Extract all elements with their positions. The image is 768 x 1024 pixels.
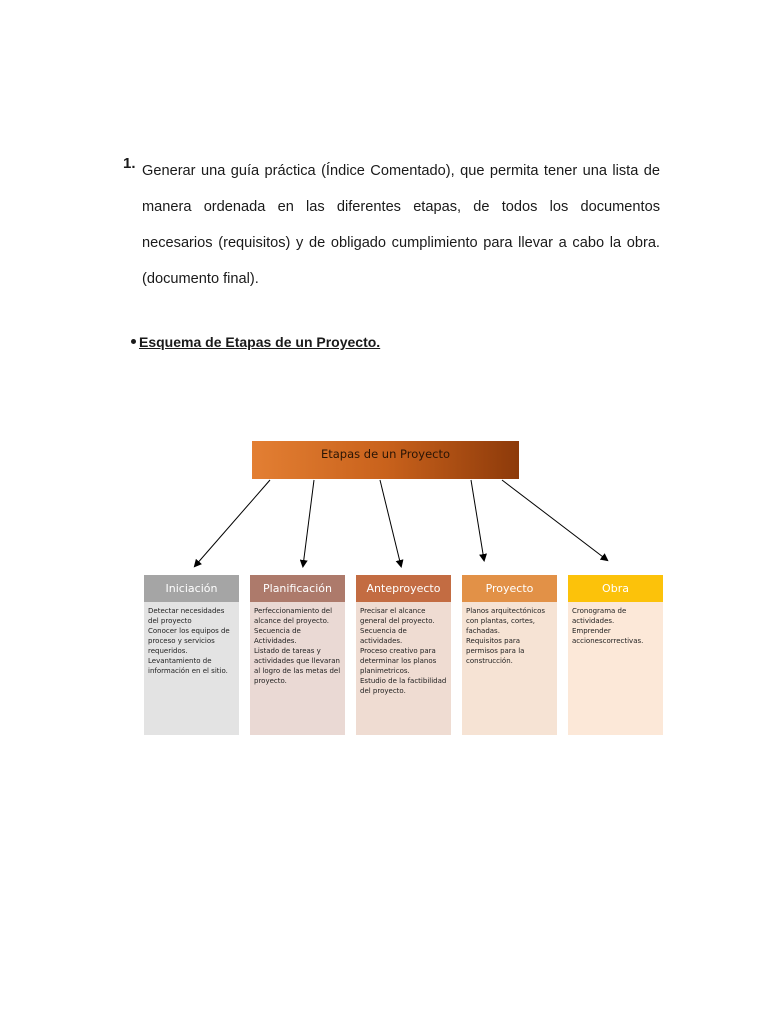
stage-line: Secuencia de Actividades.: [254, 627, 304, 645]
arrow-to-proyecto: [471, 480, 484, 560]
stage-body: [462, 602, 557, 735]
section-heading: Esquema de Etapas de un Proyecto.: [139, 334, 381, 350]
arrow-to-obra: [502, 480, 607, 560]
bullet-dot-icon: [131, 339, 136, 344]
stage-line: Detectar necesidades del proyecto: [148, 607, 227, 625]
list-item-text: Generar una guía práctica (Índice Comentado), que permita tener una lista de manera ordenada en las diferentes etapas, de todos los documentos necesarios (requisitos) y de obligado cumplimiento para llevar a cabo la obra. (documento final).: [142, 163, 660, 287]
section-bullet: [131, 334, 380, 350]
stage-header: Anteproyecto: [356, 575, 451, 602]
stage-line: Precisar el alcance general del proyecto.: [360, 607, 435, 625]
stage-body: [568, 602, 663, 735]
stage-obra: [568, 575, 663, 735]
list-item-number: 1.: [123, 155, 136, 172]
stage-line: Estudio de la factibilidad del proyecto.: [360, 677, 449, 695]
stage-line: Levantamiento de información en el sitio.: [148, 657, 228, 675]
stage-line: Proceso creativo para determinar los planos planimetricos.: [360, 647, 439, 675]
stage-line: Emprender accionescorrectivas.: [572, 627, 644, 645]
stage-planificacion: [250, 575, 345, 735]
stage-line: Secuencia de actividades.: [360, 627, 410, 645]
arrow-to-iniciacion: [195, 480, 270, 566]
stage-header: Obra: [568, 575, 663, 602]
stage-header: Planificación: [250, 575, 345, 602]
stage-proyecto: [462, 575, 557, 735]
stage-line: Listado de tareas y actividades que llevaran al logro de las metas del proyecto.: [254, 647, 343, 685]
stage-anteproyecto: [356, 575, 451, 735]
stage-line: Cronograma de actividades.: [572, 607, 629, 625]
stage-line: Conocer los equipos de proceso y servicios requeridos.: [148, 627, 232, 655]
stage-line: Perfeccionamiento del alcance del proyecto.: [254, 607, 335, 625]
arrow-to-anteproyecto: [380, 480, 401, 566]
arrow-to-planificacion: [303, 480, 314, 566]
stage-line: Planos arquitectónicos con plantas, cortes, fachadas.: [466, 607, 548, 635]
stage-line: Requisitos para permisos para la construcción.: [466, 637, 527, 665]
stage-body: [250, 602, 345, 735]
stage-iniciacion: [144, 575, 239, 735]
stage-header: Iniciación: [144, 575, 239, 602]
stage-body: [356, 602, 451, 735]
stage-header: Proyecto: [462, 575, 557, 602]
diagram-title-box: [252, 441, 519, 479]
diagram-title: Etapas de un Proyecto: [320, 447, 451, 461]
stage-body: [144, 602, 239, 735]
